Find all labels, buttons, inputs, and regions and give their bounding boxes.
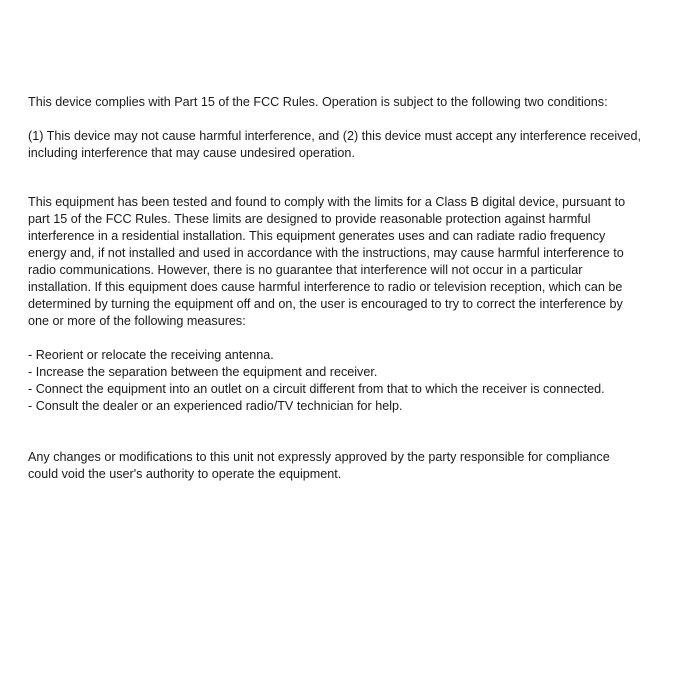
spacer [28, 415, 656, 449]
spacer [28, 162, 656, 194]
text-line: radio communications. However, there is no guarantee that interference will not occur in a particular [28, 263, 583, 277]
text-line: Any changes or modifications to this unit not expressly approved by the party responsible for compliance [28, 450, 610, 464]
text-line: energy and, if not installed and used in accordance with the instructions, may cause harmful interference to [28, 246, 624, 260]
conditions-text [28, 128, 656, 162]
text-line: This device complies with Part 15 of the FCC Rules. Operation is subject to the following two conditions: [28, 95, 608, 109]
text-line: (1) This device may not cause harmful interference, and (2) this device must accept any interference received, [28, 129, 641, 143]
text-line: determined by turning the equipment off and on, the user is encouraged to try to correct the interference by [28, 297, 623, 311]
warning-paragraph [28, 449, 656, 483]
fcc-notice-document [28, 94, 656, 483]
measure-item: - Consult the dealer or an experienced radio/TV technician for help. [28, 399, 403, 413]
conditions-intro [28, 94, 656, 111]
measure-item: - Increase the separation between the equipment and receiver. [28, 365, 378, 379]
text-line: This equipment has been tested and found to comply with the limits for a Class B digital device, pursuant to [28, 195, 626, 209]
spacer [28, 111, 656, 128]
measure-item: - Connect the equipment into an outlet on a circuit different from that to which the receiver is connected. [28, 382, 605, 396]
text-line: one or more of the following measures: [28, 314, 246, 328]
text-line: part 15 of the FCC Rules. These limits are designed to provide reasonable protection against harmful [28, 212, 591, 226]
measures-list [28, 347, 656, 415]
compliance-paragraph [28, 194, 656, 330]
text-line: could void the user's authority to operate the equipment. [28, 467, 342, 481]
measure-item: - Reorient or relocate the receiving antenna. [28, 348, 274, 362]
text-line: installation. If this equipment does cause harmful interference to radio or television reception, which can be [28, 280, 623, 294]
text-line: including interference that may cause undesired operation. [28, 146, 355, 160]
spacer [28, 330, 656, 347]
text-line: interference in a residential installation. This equipment generates uses and can radiate radio frequency [28, 229, 606, 243]
